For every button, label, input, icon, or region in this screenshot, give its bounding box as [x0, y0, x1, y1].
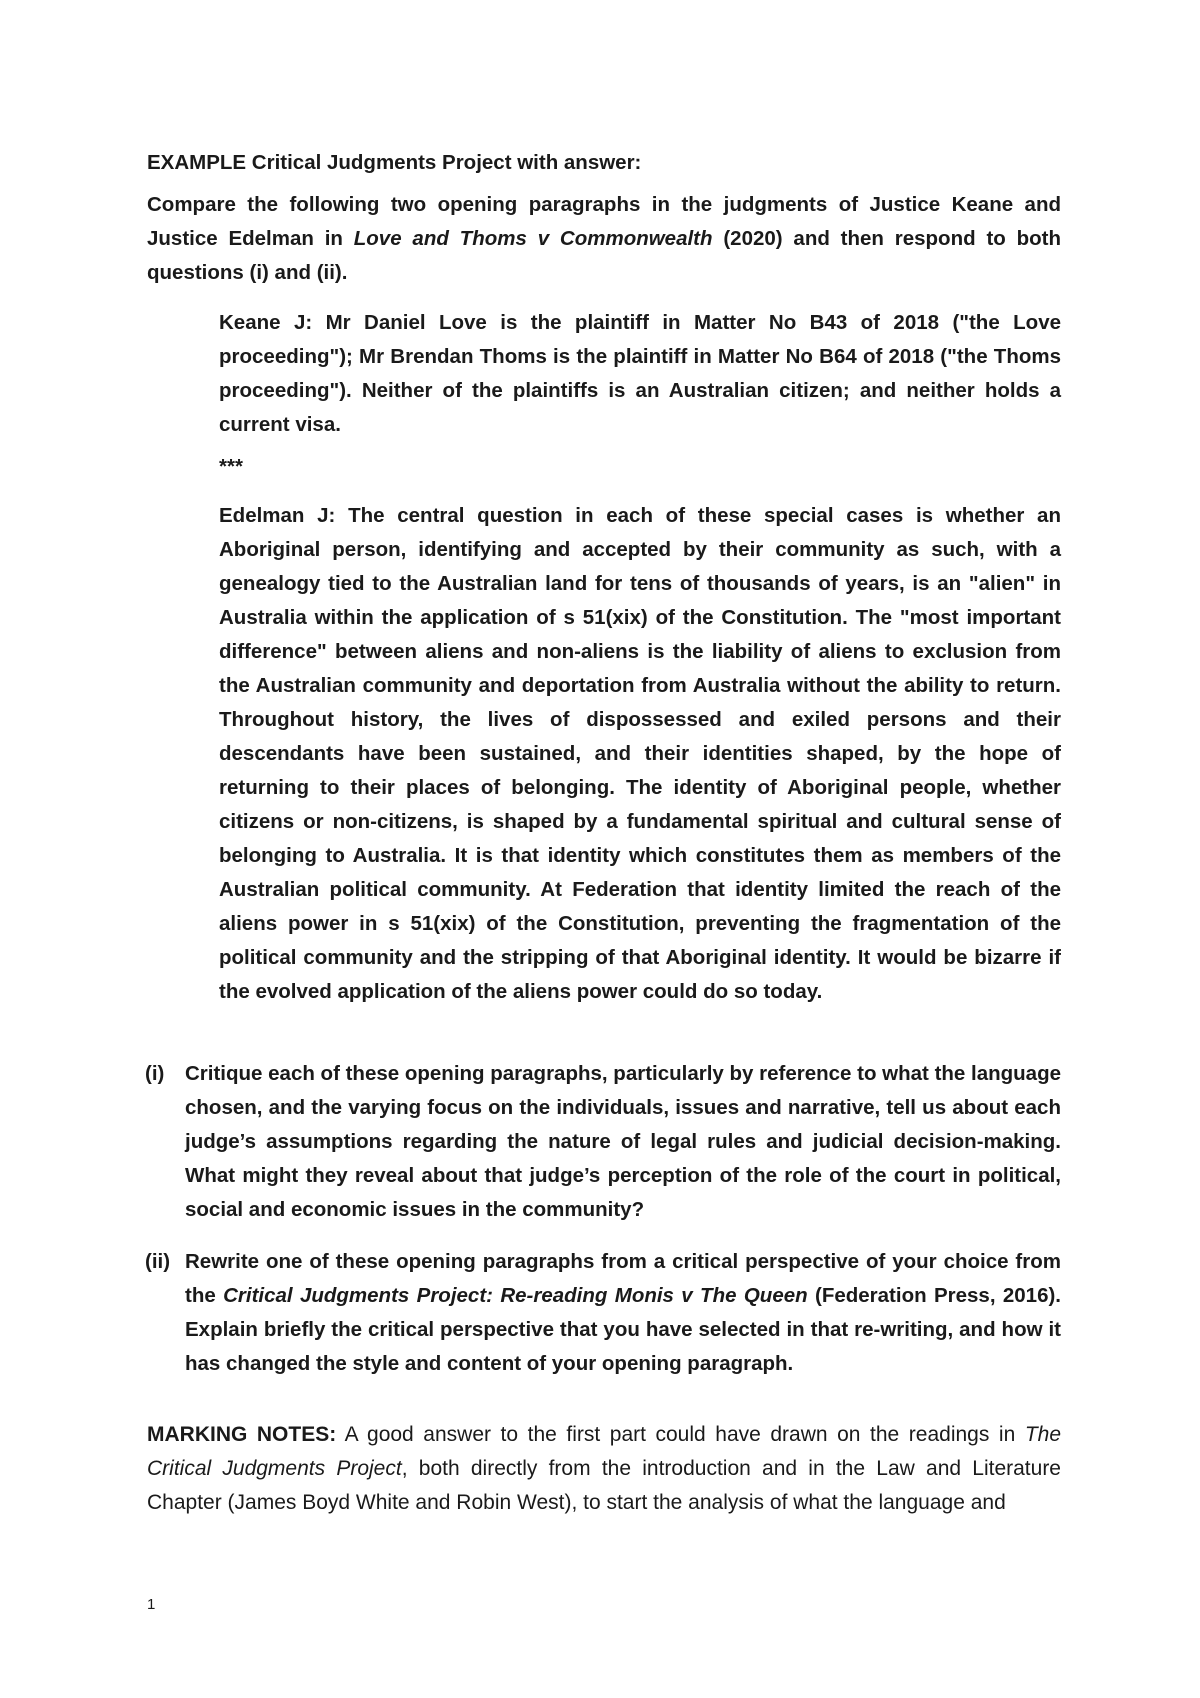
- quote-separator: ***: [219, 455, 243, 478]
- marking-notes-text-end: , both directly from the introduction and in the Law and Literature Chapter (James Boyd White and Robin West), to start the analysis of what the language and: [147, 1457, 1061, 1514]
- document-heading: EXAMPLE Critical Judgments Project with answer:: [147, 151, 642, 174]
- question-text-end: (Federation Press, 2016). Explain briefly the critical perspective that you have selected in that re-writing, and how it has changed the style and content of your opening paragraph.: [185, 1284, 1061, 1375]
- marking-notes: [147, 1418, 1061, 1520]
- page-number: 1: [147, 1596, 156, 1613]
- question-number: (i): [145, 1062, 165, 1085]
- marking-notes-text-start: A good answer to the first part could have drawn on the readings in: [336, 1423, 1025, 1446]
- question-text: [185, 1245, 1061, 1381]
- keane-quote: Keane J: Mr Daniel Love is the plaintiff in Matter No B43 of 2018 ("the Love proceeding"); Mr Brendan Thoms is the plaintiff in Matter No B64 of 2018 ("the Thoms proceeding"). Neither of the plaintiffs is an Australian citizen; and neither holds a current visa.: [219, 311, 1061, 436]
- intro-text-end: (2020) and then respond to both questions (i) and (ii).: [147, 227, 1061, 284]
- marking-notes-book-title: The Critical Judgments Project: [147, 1423, 1061, 1480]
- marking-notes-label: MARKING NOTES:: [147, 1423, 337, 1446]
- question-number: (ii): [145, 1250, 171, 1273]
- question-book-title: Critical Judgments Project: Re-reading Monis v The Queen: [223, 1284, 808, 1307]
- intro-case-name: Love and Thoms v Commonwealth: [353, 227, 713, 250]
- edelman-quote: Edelman J: The central question in each of these special cases is whether an Aboriginal person, identifying and accepted by their community as such, with a genealogy tied to the Australian land for tens of thousands of years, is an "alien" in Australia within the application of s 51(xix) of the Constitution. The "most important difference" between aliens and non-aliens is the liability of aliens to exclusion from the Australian community and deportation from Australia without the ability to return. Throughout history, the lives of dispossessed and exiled persons and their descendants have been sustained, and their identities shaped, by the hope of returning to their places of belonging. The identity of Aboriginal people, whether citizens or non-citizens, is shaped by a fundamental spiritual and cultural sense of belonging to Australia. It is that identity which constitutes them as members of the Australian political community. At Federation that identity limited the reach of the aliens power in s 51(xix) of the Constitution, preventing the fragmentation of the political community and the stripping of that Aboriginal identity. It would be bizarre if the evolved application of the aliens power could do so today.: [219, 504, 1061, 1003]
- intro-paragraph: [147, 188, 1061, 290]
- question-text: Critique each of these opening paragraphs, particularly by reference to what the language chosen, and the varying focus on the individuals, issues and narrative, tell us about each judge’s assumptions regarding the nature of legal rules and judicial decision-making. What might they reveal about that judge’s perception of the role of the court in political, social and economic issues in the community?: [185, 1062, 1062, 1221]
- intro-text-start: Compare the following two opening paragraphs in the judgments of Justice Keane and Justice Edelman in: [147, 193, 1061, 250]
- question-text-start: Rewrite one of these opening paragraphs from a critical perspective of your choice from the: [185, 1250, 1061, 1307]
